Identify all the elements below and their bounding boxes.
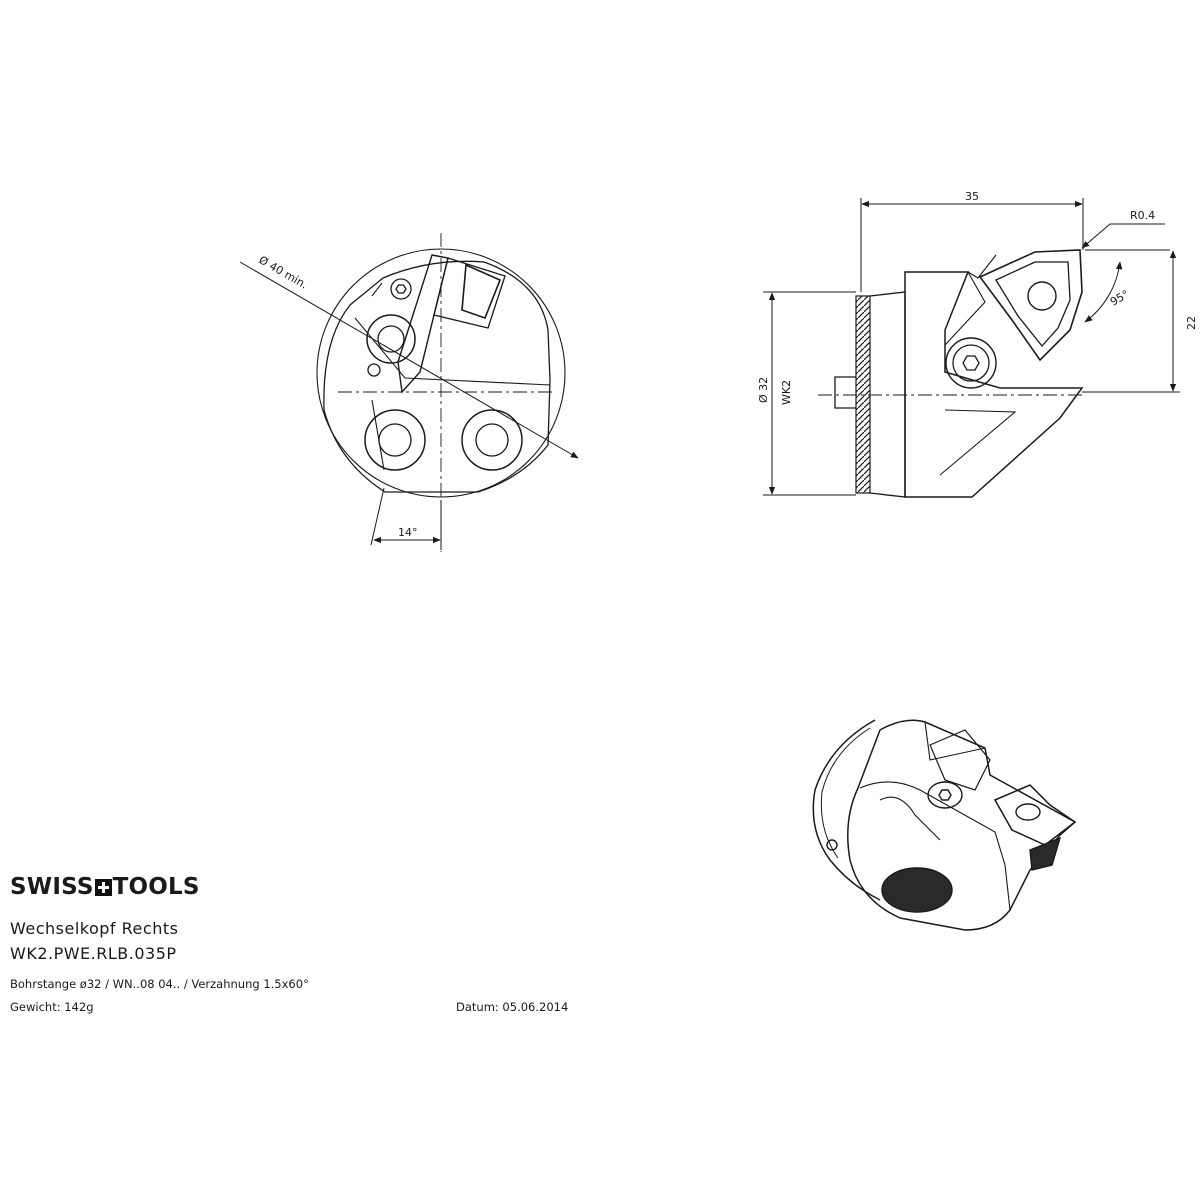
pin-hole xyxy=(368,364,380,376)
screw-hole-lower-left xyxy=(365,410,425,470)
interface-label: WK2 xyxy=(780,379,793,405)
date-label: Datum: 05.06.2014 xyxy=(456,1000,569,1014)
head-body xyxy=(905,272,1082,497)
length-label: 35 xyxy=(965,190,979,203)
side-view xyxy=(763,198,1180,497)
shank-pin xyxy=(835,377,856,408)
swiss-cross-icon xyxy=(95,879,112,896)
screw-hole-lower-right xyxy=(462,410,522,470)
insert-hole xyxy=(1028,282,1056,310)
iso-hole xyxy=(882,868,952,912)
radius-label: R0.4 xyxy=(1130,209,1156,222)
iso-body xyxy=(848,720,1075,930)
min-diameter-label: Ø 40 min. xyxy=(256,253,310,292)
insert-pocket xyxy=(398,255,448,392)
small-screw-icon xyxy=(391,279,411,299)
diameter-leader xyxy=(240,262,578,458)
clamp-screw-icon xyxy=(946,338,996,388)
approach-angle-arc xyxy=(1085,262,1120,322)
brand-left: SWISS xyxy=(10,874,94,900)
screw-hole-top xyxy=(367,315,415,363)
weight-label: Gewicht: 142g xyxy=(10,1000,94,1014)
brand-logo xyxy=(10,874,200,900)
lead-angle-label: 14° xyxy=(398,526,418,539)
product-name: Wechselkopf Rechts xyxy=(10,919,179,938)
serration-face xyxy=(856,296,870,493)
brand-right: TOOLS xyxy=(112,874,200,900)
height-label: 22 xyxy=(1185,316,1198,330)
product-code: WK2.PWE.RLB.035P xyxy=(10,944,177,963)
isometric-view xyxy=(813,720,1075,930)
approach-angle-label: 95° xyxy=(1108,287,1132,309)
diameter-label: Ø 32 xyxy=(757,376,770,403)
spec-description: Bohrstange ø32 / WN..08 04.. / Verzahnung 1.5x60° xyxy=(10,977,309,991)
